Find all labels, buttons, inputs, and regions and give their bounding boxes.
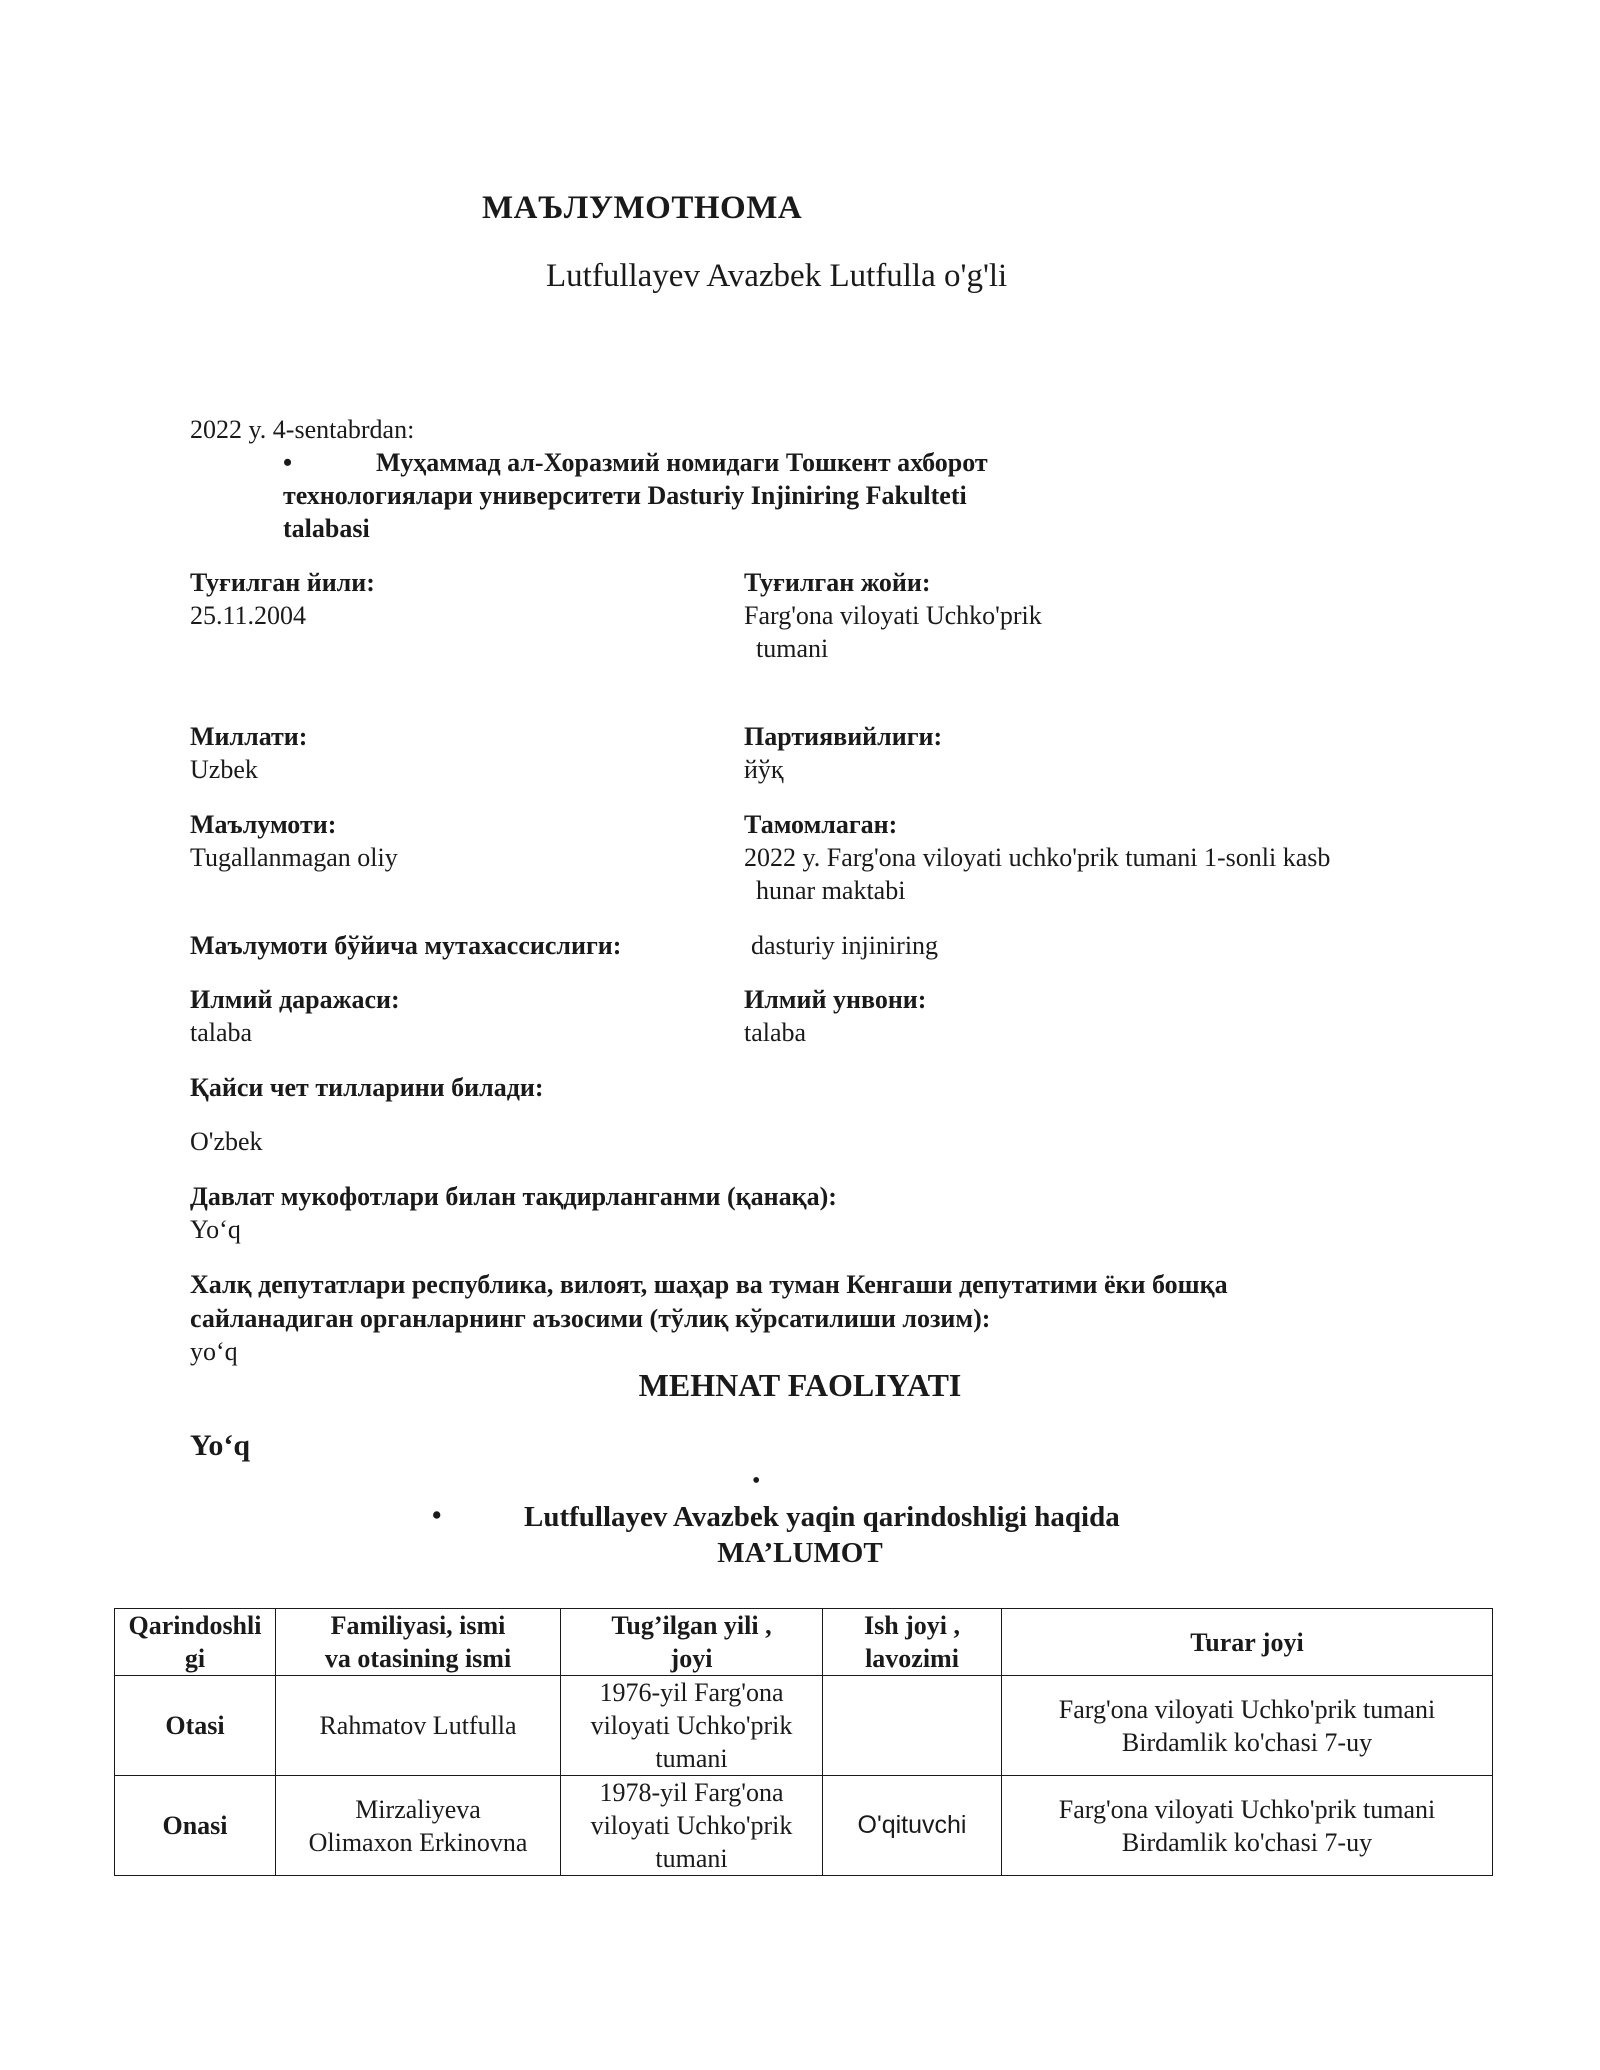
header-relation — [115, 1609, 276, 1676]
address-cell — [1002, 1776, 1493, 1876]
address-line-1: Farg'ona viloyati Uchko'prik tumani — [1058, 1794, 1436, 1824]
relatives-title-line-1: Lutfullayev Avazbek yaqin qarindoshligi haqida — [524, 1501, 1120, 1533]
languages-value: O'zbek — [190, 1127, 263, 1156]
address-cell — [1002, 1676, 1493, 1776]
person-name: Lutfullayev Avazbek Lutfulla o'g'li — [546, 258, 1008, 294]
fullname-cell — [276, 1676, 561, 1776]
relatives-bullet: • — [432, 1500, 442, 1530]
fullname-line-1: Rahmatov Lutfulla — [319, 1711, 517, 1740]
nationality-value: Uzbek — [190, 755, 258, 784]
birth-year-label: Туғилган йили: — [190, 568, 375, 597]
relatives-table — [114, 1608, 1493, 1876]
address-line-1: Farg'ona viloyati Uchko'prik tumani — [1058, 1694, 1436, 1724]
awards-label: Давлат мукофотлари билан тақдирланганми (қанақа): — [190, 1182, 837, 1211]
header-birth-line-1: Tug’ilgan yili , — [611, 1611, 772, 1640]
birth-place-label: Туғилган жойи: — [744, 568, 931, 597]
relation-cell: Otasi — [115, 1676, 276, 1776]
graduated-value-1: 2022 y. Farg'ona viloyati uchko'prik tumani 1-sonli kasb — [744, 843, 1331, 872]
birth-year-value: 25.11.2004 — [190, 601, 307, 630]
header-fullname — [276, 1609, 561, 1676]
header-fullname-line-2: va otasining ismi — [324, 1644, 512, 1673]
header-work-line-1: Ish joyi , — [863, 1611, 961, 1640]
birth-place-value-1: Farg'ona viloyati Uchko'prik — [744, 601, 1042, 630]
header-work-line-2: lavozimi — [865, 1644, 959, 1673]
table-row — [115, 1676, 1493, 1776]
rank-label: Илмий унвони: — [744, 985, 927, 1014]
header-work — [823, 1609, 1002, 1676]
birth-line-3: tumani — [655, 1744, 728, 1773]
work-cell: O'qituvchi — [823, 1776, 1002, 1876]
document-title: МАЪЛУМОТНОМА — [482, 190, 803, 226]
address-line-2: Birdamlik ko'chasi 7-uy — [1121, 1727, 1373, 1757]
party-value: йўқ — [744, 755, 784, 784]
position-bullet: • — [283, 448, 293, 477]
education-label: Маълумоти: — [190, 810, 337, 839]
deputy-value: yo‘q — [190, 1337, 238, 1366]
fullname-cell — [276, 1776, 561, 1876]
position-line-1: Муҳаммад ал-Хоразмий номидаги Тошкент ахборот — [376, 448, 988, 477]
relatives-title-line-2: MA’LUMOT — [717, 1537, 883, 1569]
fullname-line-1: Mirzaliyeva — [355, 1794, 481, 1824]
birth-line-3: tumani — [655, 1844, 728, 1873]
birth-line-2: viloyati Uchko'prik — [590, 1811, 793, 1840]
header-fullname-line-1: Familiyasi, ismi — [330, 1611, 506, 1640]
table-row — [115, 1776, 1493, 1876]
work-cell — [823, 1676, 1002, 1776]
relatives-table-header-row — [115, 1609, 1493, 1676]
position-date: 2022 y. 4-sentabrdan: — [190, 415, 415, 444]
graduated-label: Тамомлаган: — [744, 810, 898, 839]
nationality-label: Миллати: — [190, 722, 308, 751]
degree-label: Илмий даражаси: — [190, 985, 400, 1014]
degree-value: talaba — [190, 1018, 253, 1047]
header-relation-line-1: Qarindoshli — [128, 1611, 262, 1640]
birth-cell — [561, 1676, 823, 1776]
birth-line-1: 1976-yil Farg'ona — [599, 1678, 784, 1707]
header-relation-line-2: gi — [184, 1644, 206, 1673]
birth-place-value-2: tumani — [756, 634, 829, 663]
birth-line-1: 1978-yil Farg'ona — [599, 1778, 784, 1807]
relatives-bullet-top: • — [752, 1468, 761, 1494]
work-section-value: Yo‘q — [190, 1429, 251, 1462]
rank-value: talaba — [744, 1018, 807, 1047]
address-line-2: Birdamlik ko'chasi 7-uy — [1121, 1827, 1373, 1857]
position-line-2: технологиялари университети Dasturiy Injiniring Fakulteti — [283, 481, 967, 510]
header-birth-line-2: joyi — [670, 1644, 713, 1673]
awards-value: Yo‘q — [190, 1215, 241, 1244]
work-section-title: MEHNAT FAOLIYATI — [638, 1367, 962, 1403]
education-value: Tugallanmagan oliy — [190, 843, 398, 872]
header-birth — [561, 1609, 823, 1676]
birth-cell — [561, 1776, 823, 1876]
deputy-label-1: Халқ депутатлари республика, вилоят, шаҳар ва туман Кенгаши депутатими ёки бошқа — [190, 1270, 1228, 1299]
specialty-value: dasturiy injiniring — [751, 931, 939, 960]
graduated-value-2: hunar maktabi — [756, 876, 906, 905]
relation-cell: Onasi — [115, 1776, 276, 1876]
languages-label: Қайси чет тилларини билади: — [190, 1073, 544, 1102]
header-address: Turar joyi — [1002, 1609, 1493, 1676]
fullname-line-2: Olimaxon Erkinovna — [308, 1827, 528, 1857]
position-line-3: talabasi — [283, 514, 370, 543]
party-label: Партиявийлиги: — [744, 722, 943, 751]
deputy-label-2: сайланадиган органларнинг аъзосими (тўлиқ кўрсатилиши лозим): — [190, 1304, 991, 1333]
birth-line-2: viloyati Uchko'prik — [590, 1711, 793, 1740]
specialty-label: Маълумоти бўйича мутахассислиги: — [190, 931, 622, 960]
